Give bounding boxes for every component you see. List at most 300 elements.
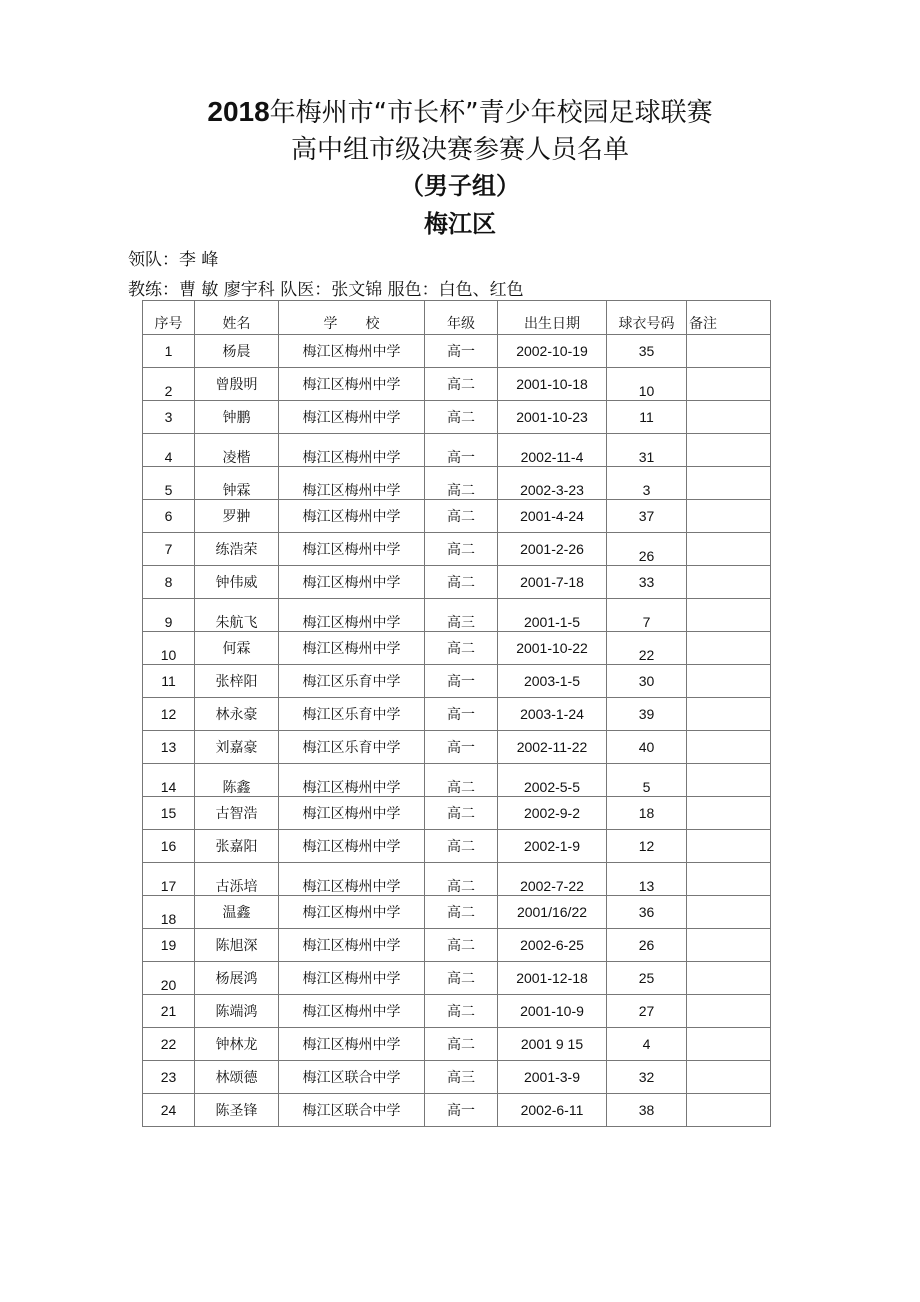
- cell-text: 2003-1-24: [520, 706, 584, 722]
- cell-name: [195, 599, 279, 632]
- cell-index: [143, 698, 195, 731]
- cell-birthdate: [498, 533, 607, 566]
- cell-jersey-number: [607, 665, 687, 698]
- cell-birthdate: [498, 566, 607, 599]
- cell-jersey-number: [607, 698, 687, 731]
- cell-birthdate: [498, 764, 607, 797]
- cell-text: 22: [160, 1036, 177, 1052]
- cell-index: [143, 1028, 195, 1061]
- cell-school: [279, 632, 425, 665]
- cell-text: 13: [160, 739, 177, 755]
- cell-birthdate: [498, 995, 607, 1028]
- cell-school: [279, 830, 425, 863]
- table-row: [143, 863, 771, 896]
- cell-school: [279, 434, 425, 467]
- cell-name: [195, 731, 279, 764]
- cell-text: 梅江区乐育中学: [302, 673, 401, 689]
- column-header-school: 学 校: [279, 301, 425, 335]
- cell-remarks: [687, 1061, 771, 1094]
- cell-grade: [425, 896, 498, 929]
- team-leader: 领队：李 峰: [128, 250, 219, 270]
- cell-name: [195, 797, 279, 830]
- cell-text: 36: [638, 904, 655, 920]
- cell-text: 18: [638, 805, 655, 821]
- cell-text: 高二: [447, 805, 475, 821]
- cell-name: [195, 962, 279, 995]
- cell-birthdate: [498, 1094, 607, 1127]
- cell-text: 杨展鸿: [215, 970, 258, 986]
- cell-text: 古智浩: [215, 805, 258, 821]
- cell-birthdate: [498, 830, 607, 863]
- cell-school: [279, 401, 425, 434]
- cell-index: [143, 335, 195, 368]
- cell-index: [143, 1061, 195, 1094]
- cell-grade: [425, 995, 498, 1028]
- cell-text: 8: [164, 574, 173, 590]
- cell-text: 梅江区梅州中学: [302, 878, 401, 894]
- roster-table: [142, 300, 771, 1127]
- cell-text: 钟鹏: [222, 409, 251, 425]
- group-subtitle: （男子组）: [400, 172, 520, 200]
- cell-index: [143, 467, 195, 500]
- cell-text: 梅江区梅州中学: [302, 541, 401, 557]
- cell-name: [195, 1061, 279, 1094]
- cell-jersey-number: [607, 434, 687, 467]
- cell-birthdate: [498, 599, 607, 632]
- cell-jersey-number: [607, 797, 687, 830]
- cell-text: 39: [638, 706, 655, 722]
- cell-school: [279, 665, 425, 698]
- cell-jersey-number: [607, 632, 687, 665]
- cell-text: 18: [160, 911, 177, 927]
- cell-grade: [425, 830, 498, 863]
- cell-grade: [425, 962, 498, 995]
- cell-text: 张嘉阳: [215, 838, 258, 854]
- cell-remarks: [687, 566, 771, 599]
- table-row: [143, 797, 771, 830]
- cell-text: 9: [164, 614, 173, 630]
- cell-jersey-number: [607, 863, 687, 896]
- cell-grade: [425, 401, 498, 434]
- cell-remarks: [687, 368, 771, 401]
- cell-text: 高一: [447, 343, 475, 359]
- cell-index: [143, 434, 195, 467]
- cell-text: 高二: [447, 482, 475, 498]
- cell-remarks: [687, 863, 771, 896]
- cell-school: [279, 929, 425, 962]
- cell-school: [279, 500, 425, 533]
- district-heading: 梅江区: [424, 210, 496, 238]
- cell-jersey-number: [607, 929, 687, 962]
- cell-school: [279, 896, 425, 929]
- cell-name: [195, 1028, 279, 1061]
- cell-name: [195, 1094, 279, 1127]
- cell-grade: [425, 500, 498, 533]
- cell-remarks: [687, 500, 771, 533]
- cell-name: [195, 500, 279, 533]
- cell-school: [279, 533, 425, 566]
- cell-text: 梅江区梅州中学: [302, 805, 401, 821]
- cell-text: 陈圣锋: [215, 1102, 258, 1118]
- cell-text: 梅江区梅州中学: [302, 1036, 401, 1052]
- cell-text: 梅江区梅州中学: [302, 970, 401, 986]
- cell-remarks: [687, 1028, 771, 1061]
- cell-text: 梅江区梅州中学: [302, 376, 401, 392]
- cell-birthdate: [498, 896, 607, 929]
- cell-remarks: [687, 335, 771, 368]
- title-year: 2018: [207, 96, 270, 127]
- cell-text: 高二: [447, 838, 475, 854]
- cell-remarks: [687, 764, 771, 797]
- cell-text: 2001-10-22: [516, 640, 588, 656]
- cell-text: 17: [160, 878, 177, 894]
- cell-birthdate: [498, 632, 607, 665]
- cell-text: 高二: [447, 1003, 475, 1019]
- cell-index: [143, 830, 195, 863]
- cell-text: 梅江区乐育中学: [302, 706, 401, 722]
- cell-index: [143, 797, 195, 830]
- cell-text: 2001-3-9: [523, 1069, 581, 1085]
- table-header-row: [143, 301, 771, 335]
- team-staff: 教练：曹 敏 廖宇科 队医：张文锦 服色：白色、红色: [128, 280, 524, 300]
- cell-grade: [425, 599, 498, 632]
- column-header-remarks: 备注: [687, 301, 771, 335]
- cell-jersey-number: [607, 1028, 687, 1061]
- cell-name: [195, 368, 279, 401]
- cell-remarks: [687, 632, 771, 665]
- cell-index: [143, 401, 195, 434]
- cell-text: 14: [160, 779, 177, 795]
- cell-jersey-number: [607, 500, 687, 533]
- table-row: [143, 995, 771, 1028]
- cell-remarks: [687, 731, 771, 764]
- cell-text: 35: [638, 343, 655, 359]
- cell-jersey-number: [607, 764, 687, 797]
- cell-text: 高二: [447, 779, 475, 795]
- cell-index: [143, 599, 195, 632]
- cell-remarks: [687, 533, 771, 566]
- table-row: [143, 632, 771, 665]
- column-header-grade: 年级: [425, 301, 498, 335]
- cell-grade: [425, 764, 498, 797]
- table-row: [143, 929, 771, 962]
- cell-name: [195, 665, 279, 698]
- cell-jersey-number: [607, 401, 687, 434]
- cell-grade: [425, 1061, 498, 1094]
- cell-birthdate: [498, 467, 607, 500]
- cell-school: [279, 467, 425, 500]
- cell-text: 高一: [447, 673, 475, 689]
- cell-text: 罗翀: [222, 508, 251, 524]
- cell-text: 27: [638, 1003, 655, 1019]
- cell-text: 高二: [447, 904, 475, 920]
- cell-text: 31: [638, 449, 655, 465]
- cell-text: 梅江区梅州中学: [302, 779, 401, 795]
- cell-remarks: [687, 698, 771, 731]
- cell-text: 2002-3-23: [520, 482, 584, 498]
- cell-index: [143, 533, 195, 566]
- cell-text: 朱航飞: [215, 614, 258, 630]
- cell-index: [143, 731, 195, 764]
- cell-text: 4: [164, 449, 173, 465]
- cell-text: 5: [164, 482, 173, 498]
- cell-school: [279, 962, 425, 995]
- cell-text: 古泺培: [215, 878, 258, 894]
- cell-text: 16: [160, 838, 177, 854]
- cell-text: 高二: [447, 541, 475, 557]
- cell-text: 26: [638, 548, 655, 564]
- cell-text: 37: [638, 508, 655, 524]
- cell-name: [195, 929, 279, 962]
- cell-text: 高二: [447, 970, 475, 986]
- cell-text: 2002-6-25: [520, 937, 584, 953]
- cell-text: 2001/16/22: [516, 904, 588, 920]
- cell-jersey-number: [607, 995, 687, 1028]
- cell-text: 陈鑫: [222, 779, 251, 795]
- cell-jersey-number: [607, 335, 687, 368]
- table-row: [143, 1028, 771, 1061]
- cell-school: [279, 1028, 425, 1061]
- cell-text: 梅江区梅州中学: [302, 904, 401, 920]
- cell-text: 梅江区梅州中学: [302, 640, 401, 656]
- cell-birthdate: [498, 1061, 607, 1094]
- cell-text: 梅江区梅州中学: [302, 409, 401, 425]
- cell-text: 32: [638, 1069, 655, 1085]
- cell-text: 练浩荣: [215, 541, 258, 557]
- cell-text: 2001-7-18: [520, 574, 584, 590]
- cell-grade: [425, 665, 498, 698]
- cell-school: [279, 797, 425, 830]
- cell-remarks: [687, 467, 771, 500]
- cell-school: [279, 698, 425, 731]
- cell-grade: [425, 731, 498, 764]
- cell-text: 24: [160, 1102, 177, 1118]
- cell-name: [195, 533, 279, 566]
- cell-school: [279, 731, 425, 764]
- cell-text: 26: [638, 937, 655, 953]
- cell-school: [279, 599, 425, 632]
- cell-text: 2002-5-5: [523, 779, 581, 795]
- cell-text: 陈旭深: [215, 937, 258, 953]
- cell-text: 23: [160, 1069, 177, 1085]
- cell-birthdate: [498, 335, 607, 368]
- cell-name: [195, 434, 279, 467]
- cell-birthdate: [498, 401, 607, 434]
- cell-index: [143, 500, 195, 533]
- table-row: [143, 698, 771, 731]
- table-row: [143, 599, 771, 632]
- cell-index: [143, 896, 195, 929]
- table-row: [143, 830, 771, 863]
- cell-grade: [425, 929, 498, 962]
- cell-grade: [425, 368, 498, 401]
- cell-text: 2002-7-22: [520, 878, 584, 894]
- table-row: [143, 665, 771, 698]
- cell-text: 2001-10-9: [520, 1003, 584, 1019]
- cell-remarks: [687, 665, 771, 698]
- table-row: [143, 764, 771, 797]
- cell-birthdate: [498, 1028, 607, 1061]
- cell-remarks: [687, 599, 771, 632]
- cell-text: 7: [164, 541, 173, 557]
- cell-text: 2001-10-18: [516, 376, 588, 392]
- cell-text: 梅江区梅州中学: [302, 449, 401, 465]
- cell-grade: [425, 533, 498, 566]
- cell-school: [279, 995, 425, 1028]
- cell-text: 钟霖: [222, 482, 251, 498]
- cell-text: 梅江区梅州中学: [302, 614, 401, 630]
- cell-text: 梅江区梅州中学: [302, 1003, 401, 1019]
- table-row: [143, 1061, 771, 1094]
- cell-index: [143, 665, 195, 698]
- cell-birthdate: [498, 368, 607, 401]
- cell-text: 杨晨: [222, 343, 251, 359]
- cell-school: [279, 764, 425, 797]
- table-row: [143, 401, 771, 434]
- cell-jersey-number: [607, 1094, 687, 1127]
- cell-text: 2002-11-4: [520, 449, 584, 465]
- cell-text: 3: [164, 409, 173, 425]
- cell-text: 25: [638, 970, 655, 986]
- cell-text: 7: [642, 614, 651, 630]
- cell-jersey-number: [607, 566, 687, 599]
- cell-text: 2001-10-23: [516, 409, 588, 425]
- cell-remarks: [687, 995, 771, 1028]
- title-line-2: 高中组市级决赛参赛人员名单: [290, 135, 629, 165]
- cell-jersey-number: [607, 533, 687, 566]
- cell-text: 2003-1-5: [523, 673, 581, 689]
- cell-text: 3: [642, 482, 651, 498]
- cell-school: [279, 368, 425, 401]
- cell-text: 高三: [447, 614, 475, 630]
- cell-text: 2001-1-5: [523, 614, 581, 630]
- cell-grade: [425, 1028, 498, 1061]
- cell-jersey-number: [607, 1061, 687, 1094]
- cell-grade: [425, 1094, 498, 1127]
- cell-text: 10: [638, 383, 655, 399]
- cell-text: 2002-6-11: [520, 1102, 584, 1118]
- table-row: [143, 1094, 771, 1127]
- cell-index: [143, 929, 195, 962]
- cell-birthdate: [498, 665, 607, 698]
- cell-school: [279, 863, 425, 896]
- cell-grade: [425, 434, 498, 467]
- cell-text: 2001-2-26: [520, 541, 584, 557]
- cell-text: 33: [638, 574, 655, 590]
- cell-index: [143, 632, 195, 665]
- cell-school: [279, 1061, 425, 1094]
- cell-text: 梅江区梅州中学: [302, 482, 401, 498]
- table-row: [143, 335, 771, 368]
- cell-index: [143, 995, 195, 1028]
- table-row: [143, 368, 771, 401]
- cell-jersey-number: [607, 368, 687, 401]
- cell-text: 12: [638, 838, 655, 854]
- title-line-1: [0, 92, 920, 129]
- cell-text: 林颂德: [215, 1069, 258, 1085]
- cell-text: 梅江区梅州中学: [302, 343, 401, 359]
- cell-text: 5: [642, 779, 651, 795]
- cell-grade: [425, 335, 498, 368]
- cell-index: [143, 764, 195, 797]
- cell-birthdate: [498, 500, 607, 533]
- cell-grade: [425, 863, 498, 896]
- cell-name: [195, 335, 279, 368]
- cell-text: 2001-4-24: [520, 508, 584, 524]
- cell-birthdate: [498, 929, 607, 962]
- cell-text: 2002-11-22: [516, 739, 588, 755]
- cell-name: [195, 830, 279, 863]
- cell-text: 张梓阳: [215, 673, 258, 689]
- cell-text: 38: [638, 1102, 655, 1118]
- cell-text: 2002-9-2: [523, 805, 581, 821]
- cell-index: [143, 1094, 195, 1127]
- cell-text: 高二: [447, 937, 475, 953]
- cell-jersey-number: [607, 731, 687, 764]
- cell-birthdate: [498, 962, 607, 995]
- cell-name: [195, 467, 279, 500]
- cell-index: [143, 962, 195, 995]
- cell-text: 2001-12-18: [516, 970, 588, 986]
- cell-text: 10: [160, 647, 177, 663]
- cell-text: 6: [164, 508, 173, 524]
- cell-text: 高二: [447, 878, 475, 894]
- cell-name: [195, 632, 279, 665]
- cell-text: 梅江区联合中学: [302, 1102, 401, 1118]
- cell-text: 高二: [447, 640, 475, 656]
- cell-text: 何霖: [222, 640, 251, 656]
- column-header-name: 姓名: [195, 301, 279, 335]
- cell-text: 22: [638, 647, 655, 663]
- cell-text: 高一: [447, 1102, 475, 1118]
- cell-text: 梅江区梅州中学: [302, 937, 401, 953]
- cell-text: 钟伟威: [215, 574, 258, 590]
- table-row: [143, 434, 771, 467]
- table-row: [143, 962, 771, 995]
- cell-remarks: [687, 962, 771, 995]
- table-row: [143, 500, 771, 533]
- cell-text: 梅江区梅州中学: [302, 508, 401, 524]
- cell-grade: [425, 566, 498, 599]
- cell-name: [195, 566, 279, 599]
- cell-text: 钟林龙: [215, 1036, 258, 1052]
- cell-remarks: [687, 401, 771, 434]
- cell-name: [195, 401, 279, 434]
- column-header-index: 序号: [143, 301, 195, 335]
- cell-name: [195, 698, 279, 731]
- column-header-birthdate: 出生日期: [498, 301, 607, 335]
- table-row: [143, 566, 771, 599]
- cell-text: 11: [639, 409, 654, 425]
- cell-text: 梅江区联合中学: [302, 1069, 401, 1085]
- cell-index: [143, 863, 195, 896]
- cell-text: 40: [638, 739, 655, 755]
- cell-school: [279, 1094, 425, 1127]
- cell-jersey-number: [607, 896, 687, 929]
- cell-text: 高一: [447, 706, 475, 722]
- cell-remarks: [687, 1094, 771, 1127]
- cell-text: 梅江区梅州中学: [302, 838, 401, 854]
- cell-jersey-number: [607, 962, 687, 995]
- cell-text: 陈端鸿: [215, 1003, 258, 1019]
- cell-text: 凌楷: [222, 449, 251, 465]
- cell-text: 高一: [447, 449, 475, 465]
- cell-name: [195, 863, 279, 896]
- table-row: [143, 731, 771, 764]
- cell-remarks: [687, 929, 771, 962]
- cell-text: 2: [164, 383, 173, 399]
- cell-text: 21: [160, 1003, 177, 1019]
